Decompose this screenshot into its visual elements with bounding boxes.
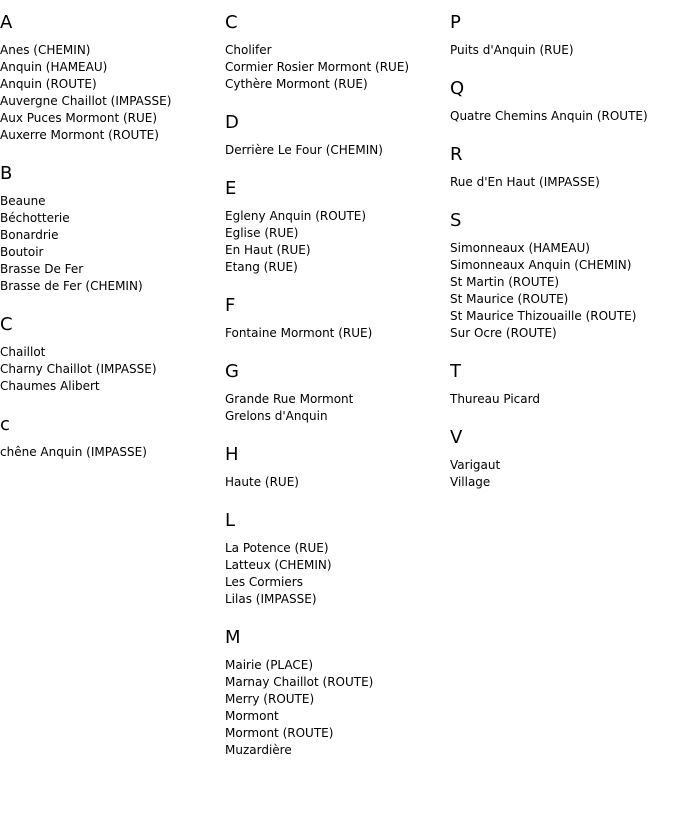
street-link[interactable]: Chaumes Alibert bbox=[0, 379, 100, 393]
letter-heading: P bbox=[450, 12, 461, 33]
street-list bbox=[225, 42, 450, 93]
street-link[interactable]: Cholifer bbox=[225, 43, 272, 57]
street-link[interactable]: Thureau Picard bbox=[450, 392, 540, 406]
letter-group bbox=[0, 12, 225, 144]
letter-group bbox=[450, 427, 675, 491]
street-link[interactable]: Rue d'En Haut (IMPASSE) bbox=[450, 175, 600, 189]
street-list bbox=[225, 142, 450, 159]
street-list bbox=[0, 193, 225, 295]
letter-group bbox=[225, 444, 450, 491]
street-list bbox=[450, 174, 675, 191]
letter-group bbox=[0, 314, 225, 395]
street-link[interactable]: Fontaine Mormont (RUE) bbox=[225, 326, 373, 340]
letter-group bbox=[225, 12, 450, 93]
street-link[interactable]: Quatre Chemins Anquin (ROUTE) bbox=[450, 109, 648, 123]
letter-heading: T bbox=[450, 361, 461, 382]
street-list bbox=[225, 325, 450, 342]
street-link[interactable]: Derrière Le Four (CHEMIN) bbox=[225, 143, 383, 157]
letter-group bbox=[450, 12, 675, 59]
street-link[interactable]: Chaillot bbox=[0, 345, 46, 359]
street-link[interactable]: Brasse de Fer (CHEMIN) bbox=[0, 279, 143, 293]
street-link[interactable]: Lilas (IMPASSE) bbox=[225, 592, 317, 606]
letter-group bbox=[225, 112, 450, 159]
letter-heading: C bbox=[225, 12, 238, 33]
street-link[interactable]: Marnay Chaillot (ROUTE) bbox=[225, 675, 374, 689]
street-link[interactable]: Les Cormiers bbox=[225, 575, 303, 589]
street-link[interactable]: Grande Rue Mormont bbox=[225, 392, 354, 406]
letter-heading: F bbox=[225, 295, 236, 316]
letter-heading: H bbox=[225, 444, 239, 465]
street-link[interactable]: Sur Ocre (ROUTE) bbox=[450, 326, 557, 340]
street-link[interactable]: St Martin (ROUTE) bbox=[450, 275, 560, 289]
street-link[interactable]: Anquin (ROUTE) bbox=[0, 77, 97, 91]
letter-heading: S bbox=[450, 210, 462, 231]
street-link[interactable]: Anes (CHEMIN) bbox=[0, 43, 91, 57]
street-list bbox=[450, 457, 675, 491]
street-link[interactable]: Auxerre Mormont (ROUTE) bbox=[0, 128, 159, 142]
street-link[interactable]: Simonneaux (HAMEAU) bbox=[450, 241, 590, 255]
street-link[interactable]: chêne Anquin (IMPASSE) bbox=[0, 445, 147, 459]
street-link[interactable]: Mairie (PLACE) bbox=[225, 658, 314, 672]
letter-heading: R bbox=[450, 144, 463, 165]
street-link[interactable]: Grelons d'Anquin bbox=[225, 409, 328, 423]
letter-heading: L bbox=[225, 510, 236, 531]
letter-group bbox=[225, 510, 450, 608]
letter-group bbox=[225, 627, 450, 759]
street-link[interactable]: Aux Puces Mormont (RUE) bbox=[0, 111, 158, 125]
street-link[interactable]: Auvergne Chaillot (IMPASSE) bbox=[0, 94, 172, 108]
letter-group bbox=[450, 361, 675, 408]
street-list bbox=[225, 474, 450, 491]
letter-group bbox=[450, 144, 675, 191]
letter-heading: M bbox=[225, 627, 241, 648]
street-link[interactable]: Charny Chaillot (IMPASSE) bbox=[0, 362, 157, 376]
street-link[interactable]: Merry (ROUTE) bbox=[225, 692, 315, 706]
street-link[interactable]: Boutoir bbox=[0, 245, 44, 259]
street-list bbox=[225, 208, 450, 276]
street-link[interactable]: Eglise (RUE) bbox=[225, 226, 299, 240]
index-column bbox=[450, 12, 675, 510]
index-column bbox=[0, 12, 225, 480]
street-list bbox=[225, 540, 450, 608]
street-link[interactable]: Puits d'Anquin (RUE) bbox=[450, 43, 574, 57]
letter-heading: Q bbox=[450, 78, 465, 99]
street-link[interactable]: En Haut (RUE) bbox=[225, 243, 311, 257]
letter-heading: G bbox=[225, 361, 239, 382]
street-link[interactable]: Mormont bbox=[225, 709, 279, 723]
street-link[interactable]: Village bbox=[450, 475, 491, 489]
street-link[interactable]: Anquin (HAMEAU) bbox=[0, 60, 108, 74]
street-list bbox=[450, 108, 675, 125]
letter-heading: A bbox=[0, 12, 13, 33]
letter-heading: E bbox=[225, 178, 237, 199]
letter-heading: D bbox=[225, 112, 239, 133]
street-link[interactable]: St Maurice (ROUTE) bbox=[450, 292, 569, 306]
letter-group bbox=[450, 78, 675, 125]
street-link[interactable]: Egleny Anquin (ROUTE) bbox=[225, 209, 367, 223]
street-list bbox=[0, 444, 225, 461]
street-link[interactable]: Simonneaux Anquin (CHEMIN) bbox=[450, 258, 632, 272]
street-link[interactable]: Mormont (ROUTE) bbox=[225, 726, 334, 740]
street-link[interactable]: Cythère Mormont (RUE) bbox=[225, 77, 368, 91]
street-link[interactable]: Cormier Rosier Mormont (RUE) bbox=[225, 60, 410, 74]
street-list bbox=[225, 391, 450, 425]
street-list bbox=[450, 240, 675, 342]
letter-heading: C bbox=[0, 314, 13, 335]
letter-group bbox=[0, 163, 225, 295]
street-link[interactable]: Varigaut bbox=[450, 458, 501, 472]
letter-group bbox=[225, 178, 450, 276]
street-link[interactable]: Beaune bbox=[0, 194, 46, 208]
street-list bbox=[0, 42, 225, 144]
letter-group bbox=[225, 295, 450, 342]
letter-heading: V bbox=[450, 427, 463, 448]
street-list bbox=[0, 344, 225, 395]
street-link[interactable]: Muzardière bbox=[225, 743, 292, 757]
street-link[interactable]: Haute (RUE) bbox=[225, 475, 299, 489]
letter-heading: B bbox=[0, 163, 13, 184]
street-link[interactable]: Latteux (CHEMIN) bbox=[225, 558, 332, 572]
street-link[interactable]: Béchotterie bbox=[0, 211, 70, 225]
letter-group bbox=[225, 361, 450, 425]
letter-group bbox=[450, 210, 675, 342]
street-list bbox=[450, 391, 675, 408]
street-link[interactable]: La Potence (RUE) bbox=[225, 541, 329, 555]
street-link[interactable]: Etang (RUE) bbox=[225, 260, 298, 274]
street-link[interactable]: Bonardrie bbox=[0, 228, 59, 242]
street-link[interactable]: St Maurice Thizouaille (ROUTE) bbox=[450, 309, 637, 323]
letter-group bbox=[0, 414, 225, 461]
street-list bbox=[450, 42, 675, 59]
street-link[interactable]: Brasse De Fer bbox=[0, 262, 84, 276]
index-column bbox=[225, 12, 450, 778]
letter-heading: c bbox=[0, 414, 10, 435]
street-list bbox=[225, 657, 450, 759]
